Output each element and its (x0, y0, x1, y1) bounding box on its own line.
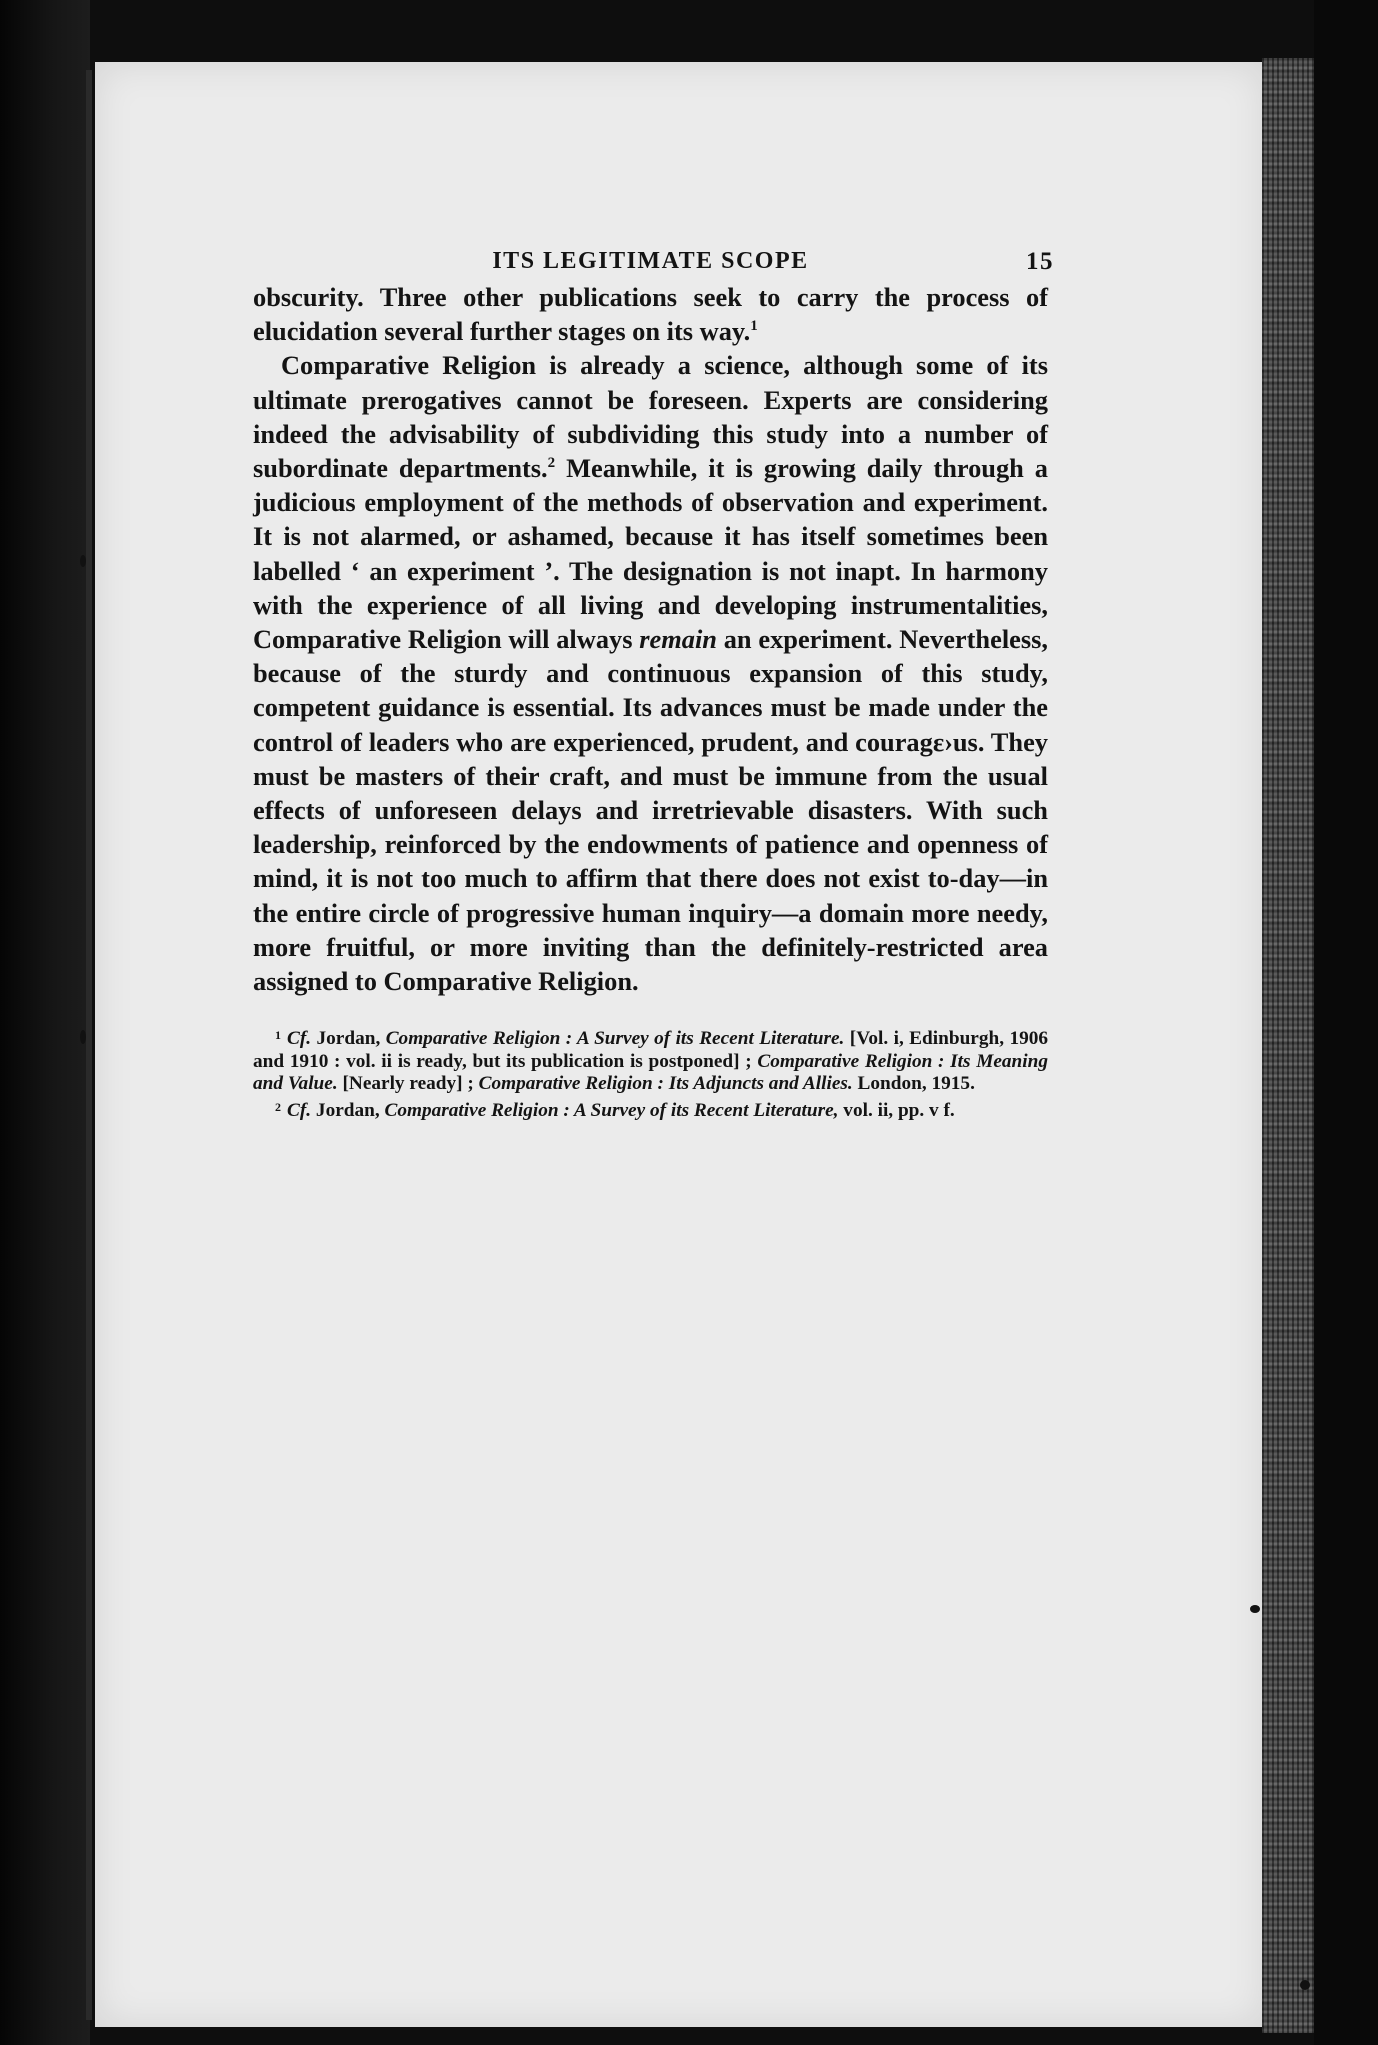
footnote-2-b: vol. ii, pp. v f. (838, 1099, 955, 1121)
footnote-1-mark: 1 (275, 1028, 281, 1043)
left-facing-page-edge (0, 0, 90, 2045)
footnote-1-c: [Nearly ready] ; (337, 1073, 479, 1095)
footnote-2 (253, 1096, 1048, 1123)
footnote-1-a: Jordan, (311, 1028, 386, 1050)
footnote-1-d: London, 1915. (852, 1073, 975, 1095)
footnote-1-title-1: Comparative Religion : A Survey of its Recent Literature. (385, 1028, 845, 1050)
paragraph-2-text-b: Meanwhile, it is growing daily through a judicious employment of the methods of observation and experiment. It is not alarmed, or ashamed, because it has itself sometimes been labelled ‘ an experiment ’. The designation is not inapt. In harmony with the experience of all living and developing instrumentalities, Comparative Religion will always (253, 453, 1048, 655)
scan-background (1314, 0, 1378, 2045)
footnote-ref-1: 1 (750, 318, 758, 335)
footnote-2-title-1: Comparative Religion : A Survey of its Recent Literature, (384, 1099, 839, 1121)
paragraph-2-text-a: Comparative Religion is already a science, although some of its ultimate prerogatives cannot be foreseen. Experts are considering indeed the advisability of subdividing this study into a number of subordinate departments. (253, 350, 1048, 484)
page-number: 15 (1026, 248, 1054, 275)
footnotes (253, 1024, 1048, 1122)
paragraph-2 (253, 348, 1048, 998)
footnote-2-cf: Cf. (287, 1099, 312, 1121)
margin-speck (80, 1030, 86, 1044)
footnote-1-b: [Vol. i, Edinburgh, 1906 and 1910 : vol. ii is ready, but its publication is postponed] ; (253, 1028, 1049, 1072)
margin-speck (80, 555, 86, 567)
running-title: ITS LEGITIMATE SCOPE (492, 248, 809, 274)
footnote-1-title-2: Comparative Religion : Its Meaning and Value. (253, 1050, 1048, 1095)
margin-speck (1250, 1605, 1260, 1613)
emphasis-remain: remain (639, 624, 717, 655)
footnote-1-title-3: Comparative Religion : Its Adjuncts and Allies. (478, 1073, 853, 1095)
footnote-2-a: Jordan, (311, 1099, 385, 1121)
footnote-ref-2: 2 (547, 455, 556, 472)
book-gutter (86, 70, 92, 2020)
page-stack-edge (1262, 58, 1314, 2033)
footnote-1-cf: Cf. (287, 1028, 312, 1050)
running-head (253, 240, 1054, 280)
body-text (253, 280, 1048, 998)
page-text (253, 240, 1054, 1122)
paragraph-1 (253, 280, 1048, 348)
margin-speck (1300, 1980, 1310, 1990)
paragraph-1-text: obscurity. Three other publications seek to carry the process of elucidation several further stages on its way. (253, 282, 1048, 347)
footnote-1 (253, 1024, 1048, 1096)
footnote-2-mark: 2 (275, 1099, 281, 1114)
paragraph-2-text-c: an experiment. Nevertheless, because of the sturdy and continuous expansion of this study, competent guidance is essential. Its advances must be made under the control of leaders who are experienced, prudent, and couragε›us. They must be masters of their craft, and must be immune from the usual effects of unforeseen delays and irretrievable disasters. With such leadership, reinforced by the endowments of patience and openness of mind, it is not too much to affirm that there does not exist to-day—in the entire circle of progressive human inquiry—a domain more needy, more fruitful, or more inviting than the definitely-restricted area assigned to Comparative Religion. (253, 624, 1048, 997)
